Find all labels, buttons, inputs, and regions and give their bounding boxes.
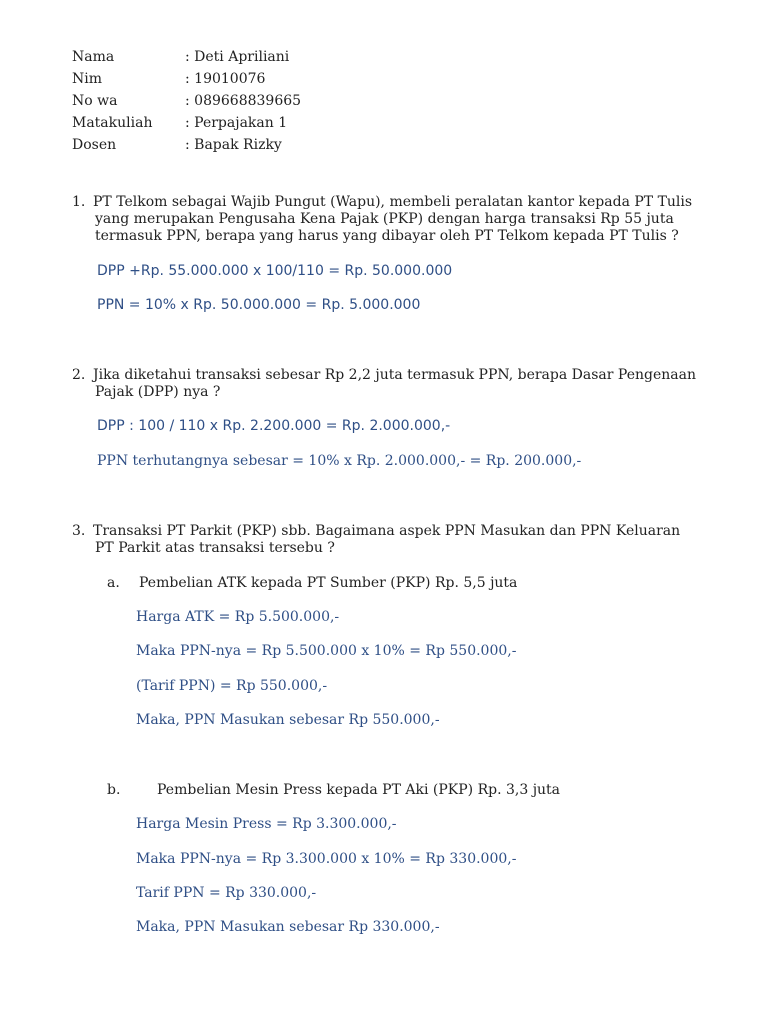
question-number: 3.	[72, 523, 86, 539]
subitem-text: Pembelian ATK kepada PT Sumber (PKP) Rp. 5,5 juta	[139, 575, 518, 591]
field-label-nowa: No wa	[72, 93, 118, 109]
answer-line: Maka PPN-nya = Rp 3.300.000 x 10% = Rp 330.000,-	[136, 851, 517, 867]
answer-line: Maka PPN-nya = Rp 5.500.000 x 10% = Rp 550.000,-	[136, 643, 517, 659]
field-value-nama: : Deti Apriliani	[185, 49, 290, 65]
question-text-line: Jika diketahui transaksi sebesar Rp 2,2 juta termasuk PPN, berapa Dasar Pengenaan	[93, 367, 696, 383]
question-text-line: termasuk PPN, berapa yang harus yang dibayar oleh PT Telkom kepada PT Tulis ?	[95, 228, 679, 244]
question-text-line: Transaksi PT Parkit (PKP) sbb. Bagaimana aspek PPN Masukan dan PPN Keluaran	[93, 523, 681, 539]
answer-line: Tarif PPN = Rp 330.000,-	[136, 885, 317, 901]
subitem-text: Pembelian Mesin Press kepada PT Aki (PKP) Rp. 3,3 juta	[157, 782, 561, 798]
field-value-matakuliah: : Perpajakan 1	[185, 115, 288, 131]
question-text-line: PT Telkom sebagai Wajib Pungut (Wapu), membeli peralatan kantor kepada PT Tulis	[93, 194, 693, 210]
field-label-nama: Nama	[72, 49, 115, 65]
answer-line: DPP +Rp. 55.000.000 x 100/110 = Rp. 50.000.000	[97, 263, 453, 279]
answer-line: PPN terhutangnya sebesar = 10% x Rp. 2.000.000,- = Rp. 200.000,-	[97, 453, 582, 469]
subitem-letter: b.	[107, 782, 121, 798]
answer-line: Maka, PPN Masukan sebesar Rp 330.000,-	[136, 919, 440, 935]
field-label-nim: Nim	[72, 71, 103, 87]
question-text-line: yang merupakan Pengusaha Kena Pajak (PKP) dengan harga transaksi Rp 55 juta	[95, 211, 674, 227]
field-value-nim: : 19010076	[185, 71, 266, 87]
question-text-line: PT Parkit atas transaksi tersebu ?	[95, 540, 335, 556]
field-label-dosen: Dosen	[72, 137, 117, 153]
field-value-nowa: : 089668839665	[185, 93, 302, 109]
subitem-letter: a.	[107, 575, 120, 591]
field-value-dosen: : Bapak Rizky	[185, 137, 282, 153]
question-number: 1.	[72, 194, 86, 210]
question-number: 2.	[72, 367, 86, 383]
answer-line: Harga ATK = Rp 5.500.000,-	[136, 609, 340, 625]
answer-line: Maka, PPN Masukan sebesar Rp 550.000,-	[136, 712, 440, 728]
answer-line: PPN = 10% x Rp. 50.000.000 = Rp. 5.000.000	[97, 297, 421, 313]
answer-line: DPP : 100 / 110 x Rp. 2.200.000 = Rp. 2.000.000,-	[97, 418, 451, 434]
answer-line: Harga Mesin Press = Rp 3.300.000,-	[136, 816, 397, 832]
question-text-line: Pajak (DPP) nya ?	[95, 384, 221, 400]
field-label-matakuliah: Matakuliah	[72, 115, 153, 131]
answer-line: (Tarif PPN) = Rp 550.000,-	[136, 678, 328, 694]
